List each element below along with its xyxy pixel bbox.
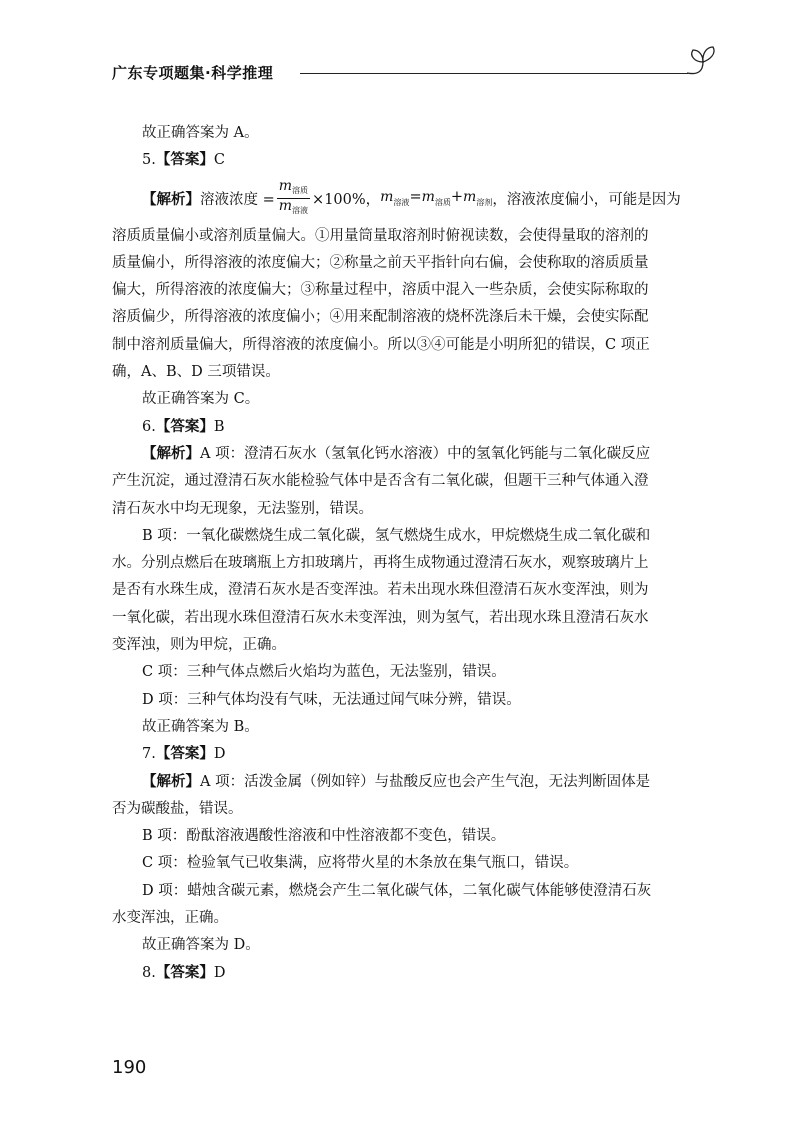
answer-value: B bbox=[213, 418, 225, 435]
answer-value: D bbox=[213, 746, 226, 763]
text-line: D 项：三种气体均没有气味，无法通过闻气味分辨，错误。 bbox=[142, 691, 521, 708]
text-line: 否为碳酸盐，错误。 bbox=[112, 800, 243, 817]
question-number: 5. bbox=[142, 152, 156, 169]
analysis-line bbox=[112, 769, 712, 796]
text-line: 水变浑浊，正确。 bbox=[112, 910, 228, 927]
answer-label: 【答案】 bbox=[155, 746, 214, 763]
conclusion-line: 故正确答案为 C。 bbox=[142, 391, 260, 408]
header-title: 广东专项题集·科学推理 bbox=[112, 64, 274, 82]
answer-label: 【答案】 bbox=[155, 152, 214, 169]
text-line: 故正确答案为 A。 bbox=[142, 125, 259, 141]
text-line: D 项：蜡烛含碳元素，燃烧会产生二氧化碳气体，二氧化碳气体能够使澄清石灰 bbox=[142, 882, 652, 899]
answer-line-q5 bbox=[112, 147, 712, 174]
answer-value: C bbox=[213, 152, 225, 169]
analysis-text: A 项：活泼金属（例如锌）与盐酸反应也会产生气泡，无法判断固体是 bbox=[200, 773, 651, 790]
answer-content bbox=[112, 120, 712, 987]
answer-value: D bbox=[213, 964, 226, 981]
text-line: B 项：酚酞溶液遇酸性溶液和中性溶液都不变色，错误。 bbox=[142, 828, 506, 845]
analysis-label: 【解析】 bbox=[142, 773, 200, 790]
conclusion-line: 故正确答案为 B。 bbox=[142, 718, 259, 735]
answer-line-q7 bbox=[112, 741, 712, 768]
question-number: 7. bbox=[142, 746, 156, 763]
text-line: 一氧化碳，若出现水珠但澄清石灰水未变浑浊，则为氢气，若出现水珠且澄清石灰水 bbox=[112, 609, 649, 626]
text-line: 制中溶剂质量偏大，所得溶液的浓度偏小。所以③④可能是小明所犯的错误，C 项正 bbox=[112, 336, 650, 353]
concentration-fraction: $\frac{m_{溶质}}{m_{溶液}}$ bbox=[278, 177, 309, 216]
text-line: 质量偏小，所得溶液的浓度偏大；②称量之前天平指针向右偏，会使称取的溶质质量 bbox=[112, 254, 649, 271]
text-line: 溶质偏少，所得溶液的浓度偏小；④用来配制溶液的烧杯洗涤后未干燥，会使实际配 bbox=[112, 309, 649, 326]
conclusion-line: 故正确答案为 D。 bbox=[142, 937, 260, 954]
answer-label: 【答案】 bbox=[155, 418, 214, 435]
question-number: 8. bbox=[142, 964, 156, 981]
analysis-text: A 项：澄清石灰水（氢氧化钙水溶液）中的氢氧化钙能与二氧化碳反应 bbox=[200, 445, 651, 462]
text-line: 水。分别点燃后在玻璃瓶上方扣玻璃片，再将生成物通过澄清石灰水，观察玻璃片上 bbox=[112, 555, 649, 572]
text-line: 溶质质量偏小或溶剂质量偏大。①用量筒量取溶剂时俯视读数，会使得量取的溶剂的 bbox=[112, 227, 649, 244]
page-number: 190 bbox=[112, 1057, 147, 1078]
analysis-line bbox=[112, 441, 712, 468]
analysis-label: 【解析】 bbox=[142, 192, 200, 209]
page-header bbox=[0, 0, 800, 90]
text-line: 是否有水珠生成，澄清石灰水是否变浑浊。若未出现水珠但澄清石灰水变浑浊，则为 bbox=[112, 582, 649, 599]
formula-prefix: 溶液浓度 = bbox=[200, 192, 275, 209]
answer-line-q8 bbox=[112, 960, 712, 987]
text-line: 产生沉淀，通过澄清石灰水能检验气体中是否含有二氧化碳，但题干三种气体通入澄 bbox=[112, 473, 649, 490]
text-line: 确，A、B、D 三项错误。 bbox=[112, 364, 280, 381]
text-line: 清石灰水中均无现象，无法鉴别，错误。 bbox=[112, 500, 373, 517]
formula-tail: ，溶液浓度偏小，可能是因为 bbox=[492, 192, 681, 209]
answer-label: 【答案】 bbox=[155, 964, 214, 981]
question-number: 6. bbox=[142, 418, 156, 435]
text-line: 偏大，所得溶液的浓度偏大；③称量过程中，溶质中混入一些杂质，会使实际称取的 bbox=[112, 282, 649, 299]
mass-equation: $m_{溶液}=m_{溶质}+m_{溶剂}$ bbox=[380, 189, 493, 208]
text-line: C 项：检验氧气已收集满，应将带火星的木条放在集气瓶口，错误。 bbox=[142, 855, 579, 872]
answer-line-q6 bbox=[112, 414, 712, 441]
text-line: B 项：一氧化碳燃烧生成二氧化碳，氢气燃烧生成水，甲烷燃烧生成二氧化碳和 bbox=[142, 527, 651, 544]
formula-mid: ×100%， bbox=[312, 192, 381, 209]
text-line: 变浑浊，则为甲烷，正确。 bbox=[112, 637, 286, 654]
sprout-icon bbox=[683, 42, 719, 82]
analysis-label: 【解析】 bbox=[142, 445, 200, 462]
text-line: C 项：三种气体点燃后火焰均为蓝色，无法鉴别，错误。 bbox=[142, 664, 506, 681]
header-rule bbox=[300, 73, 688, 74]
formula-line bbox=[112, 175, 712, 223]
